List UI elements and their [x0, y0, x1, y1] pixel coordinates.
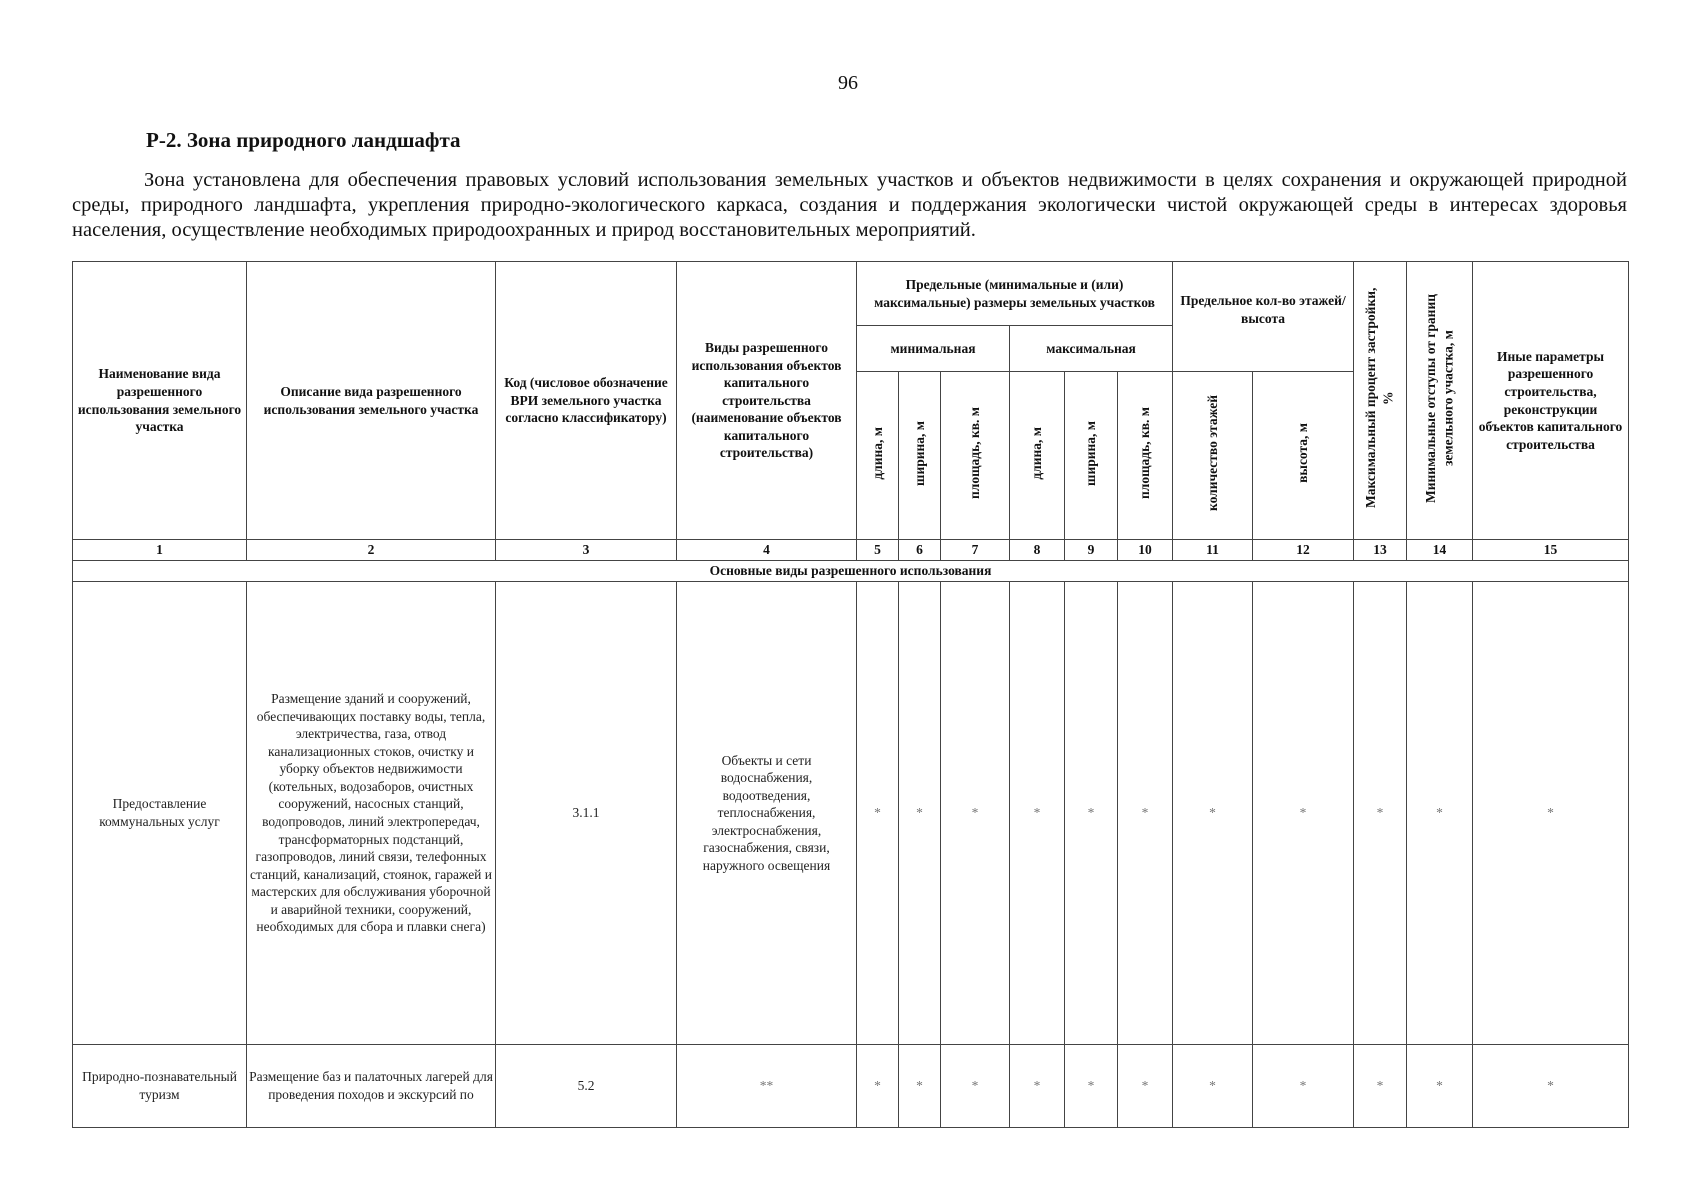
vri-code-cell: 5.2	[496, 1045, 677, 1128]
header-max-coverage: Максимальный процент застройки, %	[1354, 262, 1407, 540]
column-number: 7	[941, 540, 1010, 561]
page-number: 96	[838, 72, 858, 94]
height-cell: *	[1253, 582, 1354, 1045]
min-area-cell: *	[941, 1045, 1010, 1128]
max-width-cell: *	[1065, 1045, 1118, 1128]
vri-name-cell: Предоставление коммунальных услуг	[73, 582, 247, 1045]
header-vri-description: Описание вида разрешенного использования земельного участка	[247, 262, 496, 540]
max-area-cell: *	[1118, 582, 1173, 1045]
section-title: Основные виды разрешенного использования	[73, 561, 1629, 582]
floor-count-cell: *	[1173, 582, 1253, 1045]
regulations-table	[72, 261, 1629, 1128]
header-max-length: длина, м	[1010, 372, 1065, 540]
header-min-length: длина, м	[857, 372, 899, 540]
column-number: 14	[1407, 540, 1473, 561]
min-setbacks-cell: *	[1407, 1045, 1473, 1128]
header-min-width: ширина, м	[899, 372, 941, 540]
header-min-setbacks: Минимальные отступы от границ земельного участка, м	[1407, 262, 1473, 540]
column-number: 9	[1065, 540, 1118, 561]
header-height: высота, м	[1253, 372, 1354, 540]
other-params-cell: *	[1473, 1045, 1629, 1128]
header-minimum: минимальная	[857, 326, 1010, 372]
header-other-params: Иные параметры разрешенного строительства, реконструкции объектов капитального строительства	[1473, 262, 1629, 540]
min-width-cell: *	[899, 582, 941, 1045]
floor-count-cell: *	[1173, 1045, 1253, 1128]
oks-types-cell: Объекты и сети водоснабжения, водоотведения, теплоснабжения, электроснабжения, газоснабжения, связи, наружного освещения	[677, 582, 857, 1045]
max-area-cell: *	[1118, 1045, 1173, 1128]
column-number: 3	[496, 540, 677, 561]
max-coverage-cell: *	[1354, 1045, 1407, 1128]
header-vri-code: Код (числовое обозначение ВРИ земельного участка согласно классификатору)	[496, 262, 677, 540]
column-number-row	[73, 540, 1629, 561]
column-number: 13	[1354, 540, 1407, 561]
column-number: 8	[1010, 540, 1065, 561]
header-oks-types: Виды разрешенного использования объектов капитального строительства (наименование объектов капитального строительства)	[677, 262, 857, 540]
min-length-cell: *	[857, 582, 899, 1045]
header-max-area: площадь, кв. м	[1118, 372, 1173, 540]
header-floor-count: количество этажей	[1173, 372, 1253, 540]
min-setbacks-cell: *	[1407, 582, 1473, 1045]
header-plot-size-limits: Предельные (минимальные и (или) максимальные) размеры земельных участков	[857, 262, 1173, 326]
min-length-cell: *	[857, 1045, 899, 1128]
zone-heading: Р-2. Зона природного ландшафта	[146, 128, 461, 152]
vri-name-cell: Природно-познавательный туризм	[73, 1045, 247, 1128]
vri-code-cell: 3.1.1	[496, 582, 677, 1045]
max-length-cell: *	[1010, 582, 1065, 1045]
column-number: 12	[1253, 540, 1354, 561]
other-params-cell: *	[1473, 582, 1629, 1045]
height-cell: *	[1253, 1045, 1354, 1128]
min-area-cell: *	[941, 582, 1010, 1045]
min-width-cell: *	[899, 1045, 941, 1128]
column-number: 15	[1473, 540, 1629, 561]
column-number: 5	[857, 540, 899, 561]
zone-description: Зона установлена для обеспечения правовых условий использования земельных участков и объектов недвижимости в целях сохранения и окружающей природной среды, природного ландшафта, укрепления природно-экологического каркаса, создания и поддержания экологически чистой окружающей среды в интересах здоровья населения, осуществление необходимых природоохранных и природ восстановительных мероприятий.	[72, 169, 1627, 241]
column-number: 4	[677, 540, 857, 561]
table-row	[73, 1045, 1629, 1128]
vri-description-cell: Размещение зданий и сооружений, обеспечивающих поставку воды, тепла, электричества, газа, отвод канализационных стоков, очистку и уборку объектов недвижимости (котельных, водозаборов, очистных сооружений, насосных станций, водопроводов, линий электропередач, трансформаторных подстанций, газопроводов, линий связи, телефонных станций, канализаций, стоянок, гаражей и мастерских для обслуживания уборочной и аварийной техники, сооружений, необходимых для сбора и плавки снега)	[247, 582, 496, 1045]
table-row	[73, 582, 1629, 1045]
max-coverage-cell: *	[1354, 582, 1407, 1045]
header-vri-name: Наименование вида разрешенного использования земельного участка	[73, 262, 247, 540]
header-min-area: площадь, кв. м	[941, 372, 1010, 540]
oks-types-cell: **	[677, 1045, 857, 1128]
header-max-width: ширина, м	[1065, 372, 1118, 540]
column-number: 1	[73, 540, 247, 561]
column-number: 2	[247, 540, 496, 561]
max-width-cell: *	[1065, 582, 1118, 1045]
max-length-cell: *	[1010, 1045, 1065, 1128]
column-number: 11	[1173, 540, 1253, 561]
column-number: 10	[1118, 540, 1173, 561]
header-maximum: максимальная	[1010, 326, 1173, 372]
header-floors-height: Предельное кол-во этажей/высота	[1173, 262, 1354, 372]
vri-description-cell: Размещение баз и палаточных лагерей для проведения походов и экскурсий по	[247, 1045, 496, 1128]
column-number: 6	[899, 540, 941, 561]
